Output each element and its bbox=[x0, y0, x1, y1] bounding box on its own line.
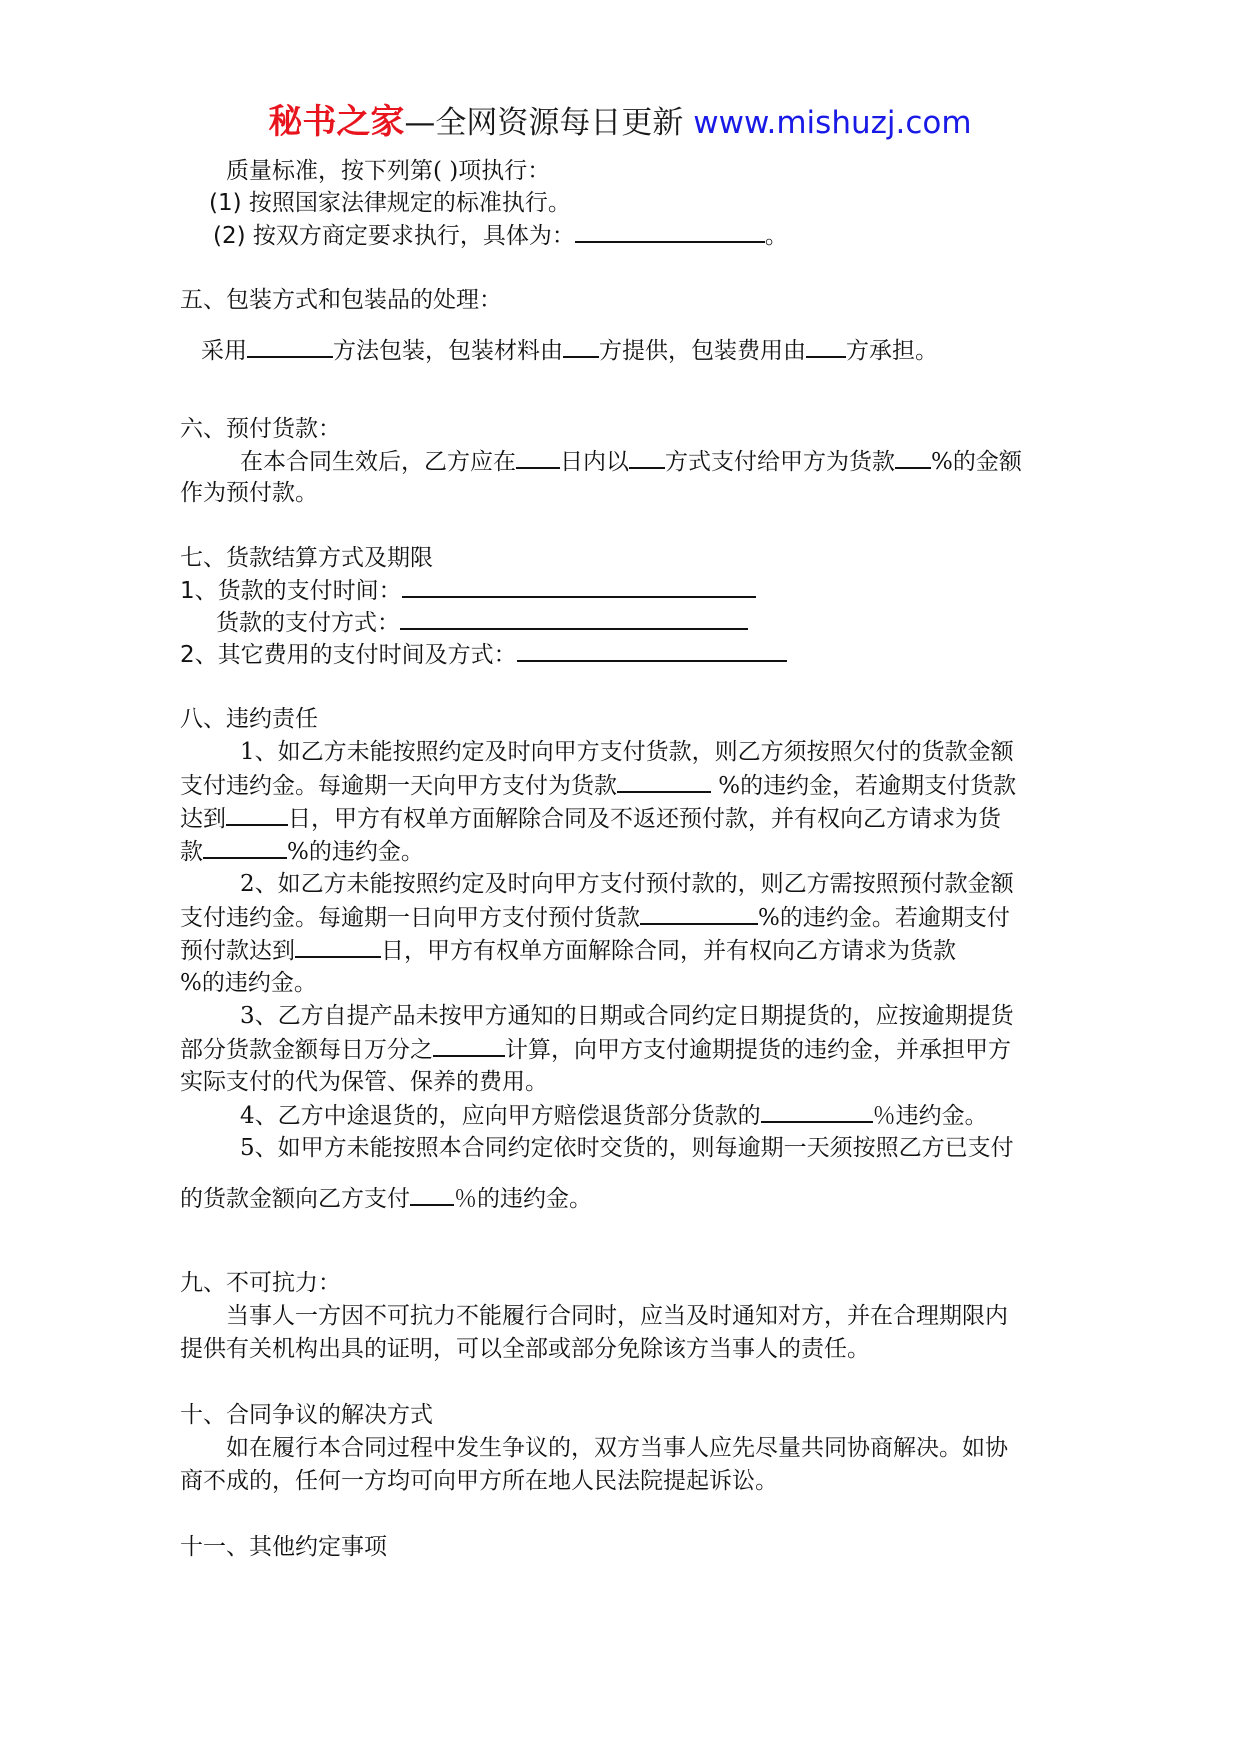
quality-option-1: (1) 按照国家法律规定的标准执行。 bbox=[209, 190, 571, 216]
blank-field[interactable] bbox=[761, 1098, 873, 1123]
section-7-item-2: 2、其它费用的支付时间及方式： bbox=[180, 637, 1080, 672]
clause-3-line-2: 部分货款金额每日万分之 计算，向甲方支付逾期提货的违约金，并承担甲方 bbox=[180, 1032, 1080, 1067]
clause-1-line-1: 1、如乙方未能按照约定及时向甲方支付货款，则乙方须按照欠付的货款金额 bbox=[240, 739, 1014, 765]
blank-field[interactable] bbox=[895, 444, 931, 469]
section-9-line-1: 当事人一方因不可抗力不能履行合同时，应当及时通知对方，并在合理期限内 bbox=[226, 1303, 1008, 1329]
section-6-line-2: 作为预付款。 bbox=[180, 480, 318, 506]
blank-field[interactable] bbox=[247, 333, 333, 358]
blank-field[interactable] bbox=[806, 333, 846, 358]
clause-5-line-2: 的货款金额向乙方支付 ％的违约金。 bbox=[180, 1181, 1080, 1216]
brand-name: 秘书之家 bbox=[268, 102, 405, 142]
section-5-title: 五、包装方式和包装品的处理： bbox=[180, 287, 502, 313]
section-10-line-2: 商不成的，任何一方均可向甲方所在地人民法院提起诉讼。 bbox=[180, 1468, 778, 1494]
section-7-item-1b: 货款的支付方式： bbox=[216, 605, 1116, 640]
clause-4: 4、乙方中途退货的，应向甲方赔偿退货部分货款的 ％违约金。 bbox=[240, 1098, 1140, 1133]
header-slogan: —全网资源每日更新 bbox=[404, 105, 684, 141]
blank-field[interactable] bbox=[516, 444, 560, 469]
blank-field[interactable] bbox=[617, 768, 711, 793]
section-5-body: 采用 方法包装，包装材料由 方提供，包装费用由 方承担。 bbox=[201, 333, 1101, 368]
section-7-item-1: 1、货款的支付时间： bbox=[180, 573, 1080, 608]
blank-field[interactable] bbox=[575, 218, 765, 243]
section-9-title: 九、不可抗力： bbox=[180, 1270, 341, 1296]
blank-field[interactable] bbox=[402, 573, 756, 598]
section-8-title: 八、违约责任 bbox=[180, 706, 318, 732]
clause-1-line-4: 款 %的违约金。 bbox=[180, 834, 1080, 869]
blank-field[interactable] bbox=[433, 1032, 505, 1057]
section-7-title: 七、货款结算方式及期限 bbox=[180, 545, 433, 571]
clause-5-line-1: 5、如甲方未能按照本合同约定依时交货的，则每逾期一天须按照乙方已支付 bbox=[240, 1135, 1014, 1161]
section-9-line-2: 提供有关机构出具的证明，可以全部或部分免除该方当事人的责任。 bbox=[180, 1336, 870, 1362]
clause-1-line-3: 达到 日，甲方有权单方面解除合同及不返还预付款，并有权向乙方请求为货 bbox=[180, 801, 1080, 836]
section-10-line-1: 如在履行本合同过程中发生争议的，双方当事人应先尽量共同协商解决。如协 bbox=[226, 1435, 1008, 1461]
blank-field[interactable] bbox=[203, 834, 287, 859]
clause-3-line-1: 3、乙方自提产品未按甲方通知的日期或合同约定日期提货的，应按逾期提货 bbox=[240, 1003, 1014, 1029]
section-6-line-1: 在本合同生效后，乙方应在 日内以 方式支付给甲方为货款 %的金额 bbox=[240, 444, 1140, 479]
quality-intro: 质量标准，按下列第( )项执行： bbox=[226, 158, 551, 184]
blank-field[interactable] bbox=[629, 444, 665, 469]
blank-field[interactable] bbox=[400, 605, 748, 630]
section-6-title: 六、预付货款： bbox=[180, 416, 341, 442]
clause-2-line-1: 2、如乙方未能按照约定及时向甲方支付预付款的，则乙方需按照预付款金额 bbox=[240, 871, 1014, 897]
blank-field[interactable] bbox=[295, 933, 381, 958]
site-header bbox=[0, 100, 1240, 145]
blank-field[interactable] bbox=[517, 637, 787, 662]
quality-option-2: (2) 按双方商定要求执行，具体为： 。 bbox=[213, 218, 1113, 253]
blank-field[interactable] bbox=[226, 801, 288, 826]
header-url-link[interactable]: www.mishuzj.com bbox=[693, 105, 972, 141]
clause-1-line-2: 支付违约金。每逾期一天向甲方支付为货款 %的违约金，若逾期支付货款 bbox=[180, 768, 1080, 803]
blank-field[interactable] bbox=[410, 1181, 454, 1206]
section-10-title: 十、合同争议的解决方式 bbox=[180, 1402, 433, 1428]
blank-field[interactable] bbox=[640, 900, 758, 925]
clause-2-line-4: %的违约金。 bbox=[180, 970, 317, 996]
clause-2-line-2: 支付违约金。每逾期一日向甲方支付预付货款 %的违约金。若逾期支付 bbox=[180, 900, 1080, 935]
clause-3-line-3: 实际支付的代为保管、保养的费用。 bbox=[180, 1069, 548, 1095]
section-11-title: 十一、其他约定事项 bbox=[180, 1534, 387, 1560]
blank-field[interactable] bbox=[563, 333, 599, 358]
clause-2-line-3: 预付款达到 日，甲方有权单方面解除合同，并有权向乙方请求为货款 bbox=[180, 933, 1080, 968]
